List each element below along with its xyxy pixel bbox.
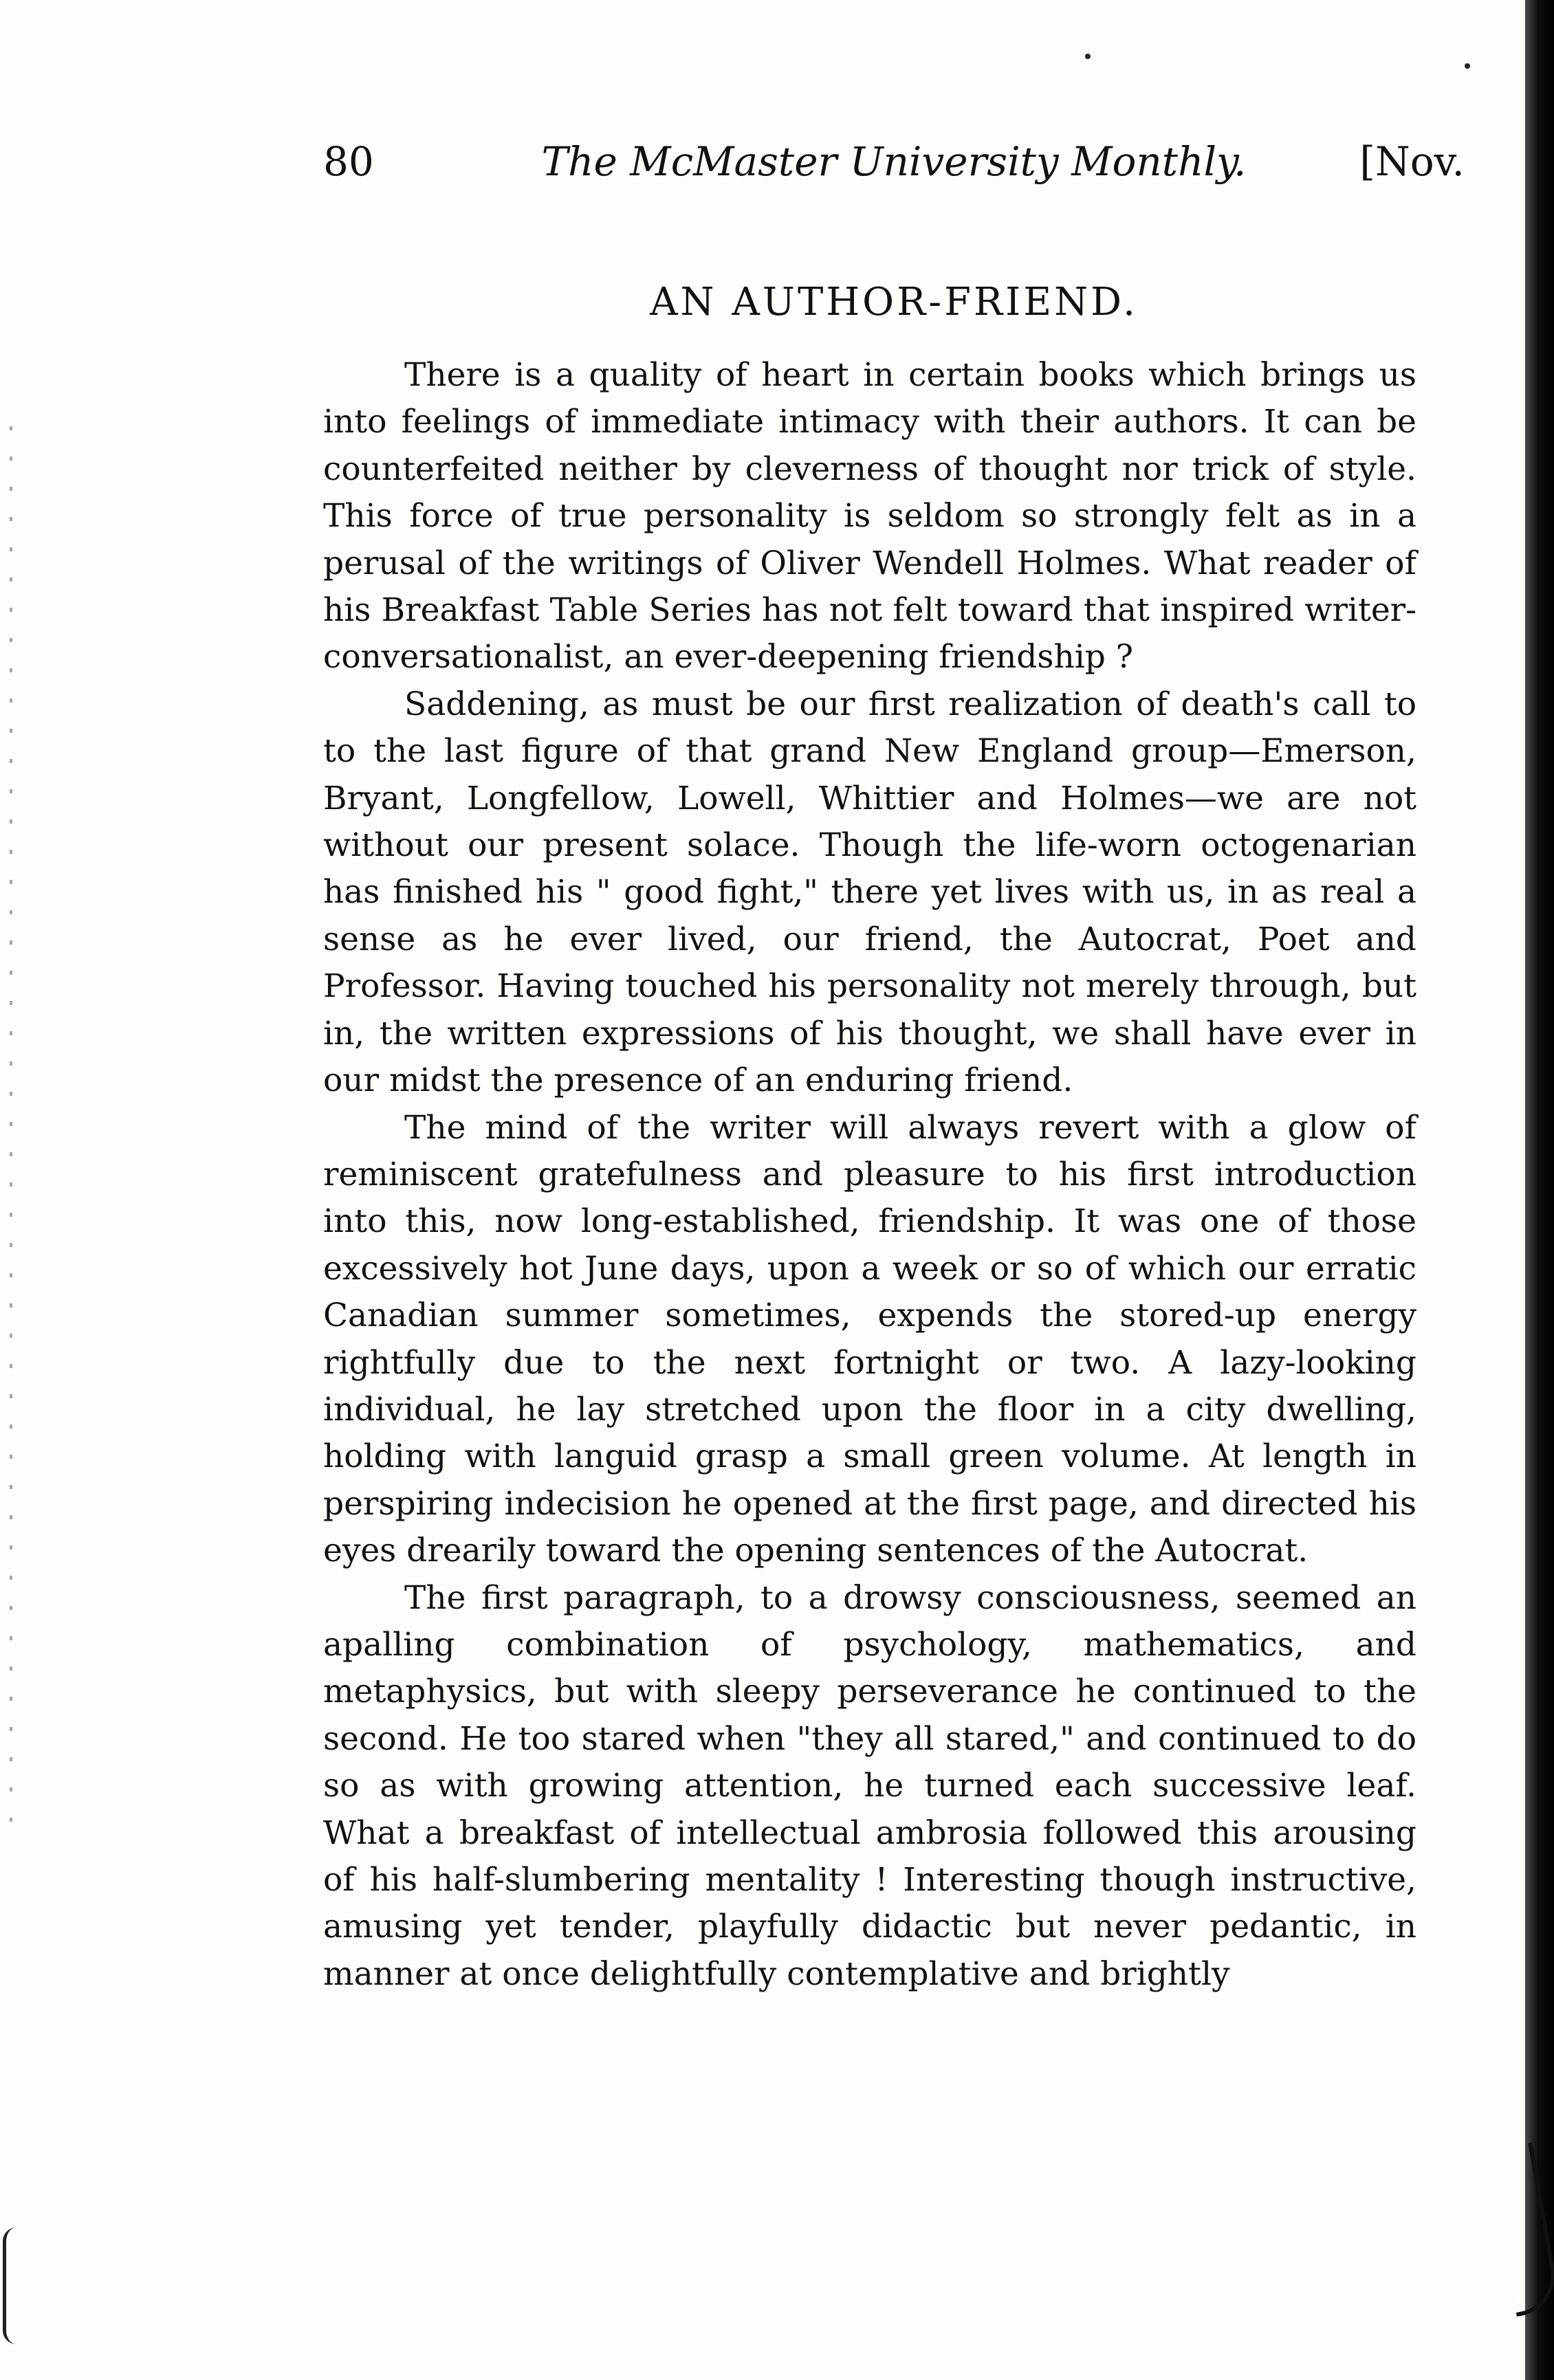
- scan-left-dots: [10, 426, 12, 1836]
- scan-edge-shadow: [1525, 0, 1554, 2380]
- paragraph: The first paragraph, to a drowsy consciousness, seemed an apalling combination of psychology, mathematics, and metaphysics, but with sleepy perseverance he continued to the second. He too stared when "they all stared," and continued to do so as with growing attention, he turned each successive leaf. What a breakfast of intellectual ambrosia followed this arousing of his half-slumbering mentality ! Interesting though instructive, amusing yet tender, playfully didactic but never pedantic, in manner at once delightfully contemplative and brightly: [323, 1578, 1416, 1993]
- scan-speck: [1085, 54, 1091, 59]
- scan-speck: [1465, 63, 1470, 69]
- paragraph: The mind of the writer will always revert with a glow of reminiscent gratefulness and pleasure to his first introduction into this, now long-established, friendship. It was one of those excessively hot June days, upon a week or so of which our erratic Canadian summer sometimes, expends the stored-up energy rightfully due to the next fortnight or two. A lazy-looking individual, he lay stretched upon the floor in a city dwelling, holding with languid grasp a small green volume. At length in perspiring indecision he opened at the first page, and directed his eyes drearily toward the opening sentences of the Autocrat.: [323, 1108, 1416, 1570]
- issue-month: [Nov.: [1359, 138, 1465, 185]
- article-body: [323, 352, 1416, 1998]
- running-header: [323, 134, 1465, 189]
- paragraph: There is a quality of heart in certain books which brings us into feelings of immediate intimacy with their authors. It can be counterfeited neither by cleverness of thought nor trick of style. This force of true personality is seldom so strongly felt as in a perusal of the writings of Oliver Wendell Holmes. What reader of his Breakfast Table Series has not felt toward that inspired writer-conversationalist, an ever-deepening friendship ?: [323, 356, 1416, 676]
- scan-left-mark: [3, 2227, 24, 2344]
- article-title: AN AUTHOR-FRIEND.: [650, 280, 1138, 324]
- page-number: 80: [323, 138, 374, 185]
- journal-title: The McMaster University Monthly.: [541, 138, 1247, 185]
- paragraph: Saddening, as must be our first realization of death's call to to the last figure of that grand New England group—Emerson, Bryant, Longfellow, Lowell, Whittier and Holmes—we are not without our present solace. Though the life-worn octogenarian has finished his " good fight," there yet lives with us, in as real a sense as he ever lived, our friend, the Autocrat, Poet and Professor. Having touched his personality not merely through, but in, the written expressions of his thought, we shall have ever in our midst the presence of an enduring friend.: [323, 685, 1416, 1100]
